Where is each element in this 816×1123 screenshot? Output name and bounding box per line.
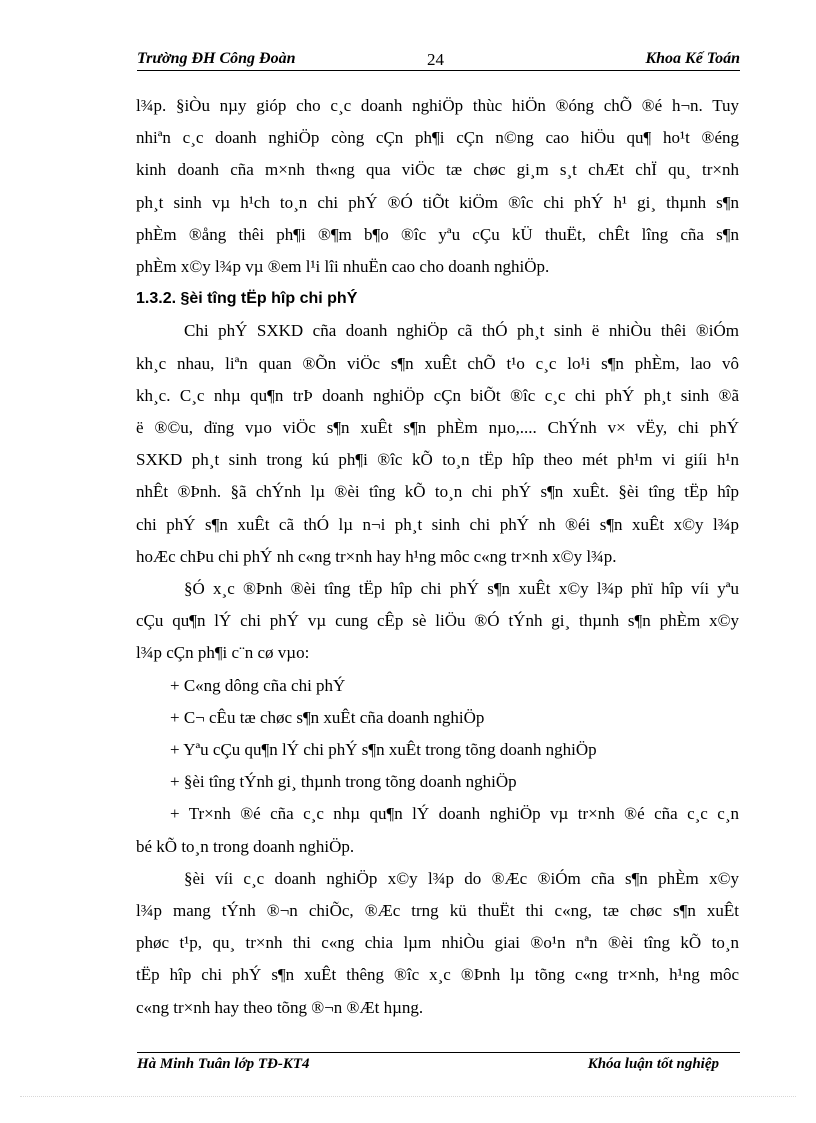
text-line: chi phÝ s¶n xuÊt cã thÓ lµ n¬i ph¸t sinh chi phÝ nh ®éi s¶n xuÊt x©y l¾p [136, 514, 739, 534]
text-line: nhÊt ®Þnh. §ã chÝnh lµ ®èi tîng kÕ to¸n chi phÝ s¶n xuÊt. §èi tîng tËp hîp [136, 482, 739, 502]
list-item: + Yªu cÇu qu¶n lÝ chi phÝ s¶n xuÊt trong tõng doanh nghiÖp [170, 740, 597, 760]
text-line: hoÆc chÞu chi phÝ nh c«ng tr×nh hay h¹ng môc c«ng tr×nh x©y l¾p. [136, 546, 617, 566]
page-header [137, 46, 740, 70]
text-line: phÈm x©y l¾p vµ ®em l¹i lîi nhuËn cao cho doanh nghiÖp. [136, 257, 550, 277]
document-body [136, 90, 739, 1024]
text-line: Chi phÝ SXKD cña doanh nghiÖp cã thÓ ph¸t sinh ë nhiÒu thêi ®iÓm [184, 321, 739, 341]
list-item: + C¬ cÊu tæ chøc s¶n xuÊt cña doanh nghiÖp [170, 707, 485, 727]
paragraph-5 [136, 798, 739, 862]
text-line: ë ®©u, dïng vµo viÖc s¶n xuÊt s¶n phÈm nµo,.... ChÝnh v× vËy, chi phÝ [136, 418, 739, 438]
text-line: tËp hîp chi phÝ s¶n xuÊt thêng ®îc x¸c ®Þnh lµ tõng c«ng tr×nh, h¹ng môc [136, 965, 739, 985]
text-line: kinh doanh cña m×nh th«ng qua viÖc tæ chøc gi¸m s¸t chÆt chÏ qu¸ tr×nh [136, 160, 739, 180]
text-line: §Ó x¸c ®Þnh ®èi tîng tËp hîp chi phÝ s¶n xuÊt x©y l¾p phï hîp víi yªu [184, 579, 739, 599]
list-item: + §èi tîng tÝnh gi¸ thµnh trong tõng doanh nghiÖp [170, 772, 517, 792]
text-line: ph¸t sinh vµ h¹ch to¸n chi phÝ ®Ó tiÕt kiÖm ®îc chi phÝ h¹ gi¸ thµnh s¶n [136, 192, 739, 212]
paragraph-6 [136, 863, 739, 1024]
header-school: Trường ĐH Công Đoàn [137, 50, 296, 67]
text-line: c«ng tr×nh hay theo tõng ®¬n ®Æt hµng. [136, 997, 424, 1017]
section-title: 1.3.2. §èi tîng tËp hîp chi phÝ [136, 290, 358, 308]
text-line: cÇu qu¶n lÝ chi phÝ vµ cung cÊp sè liÖu ®Ó tÝnh gi¸ thµnh s¶n phÈm x©y [136, 611, 739, 631]
paragraph-1 [136, 90, 739, 283]
text-line: bé kÕ to¸n trong doanh nghiÖp. [136, 836, 355, 856]
text-line: l¾p cÇn ph¶i c¨n cø vµo: [136, 643, 310, 663]
text-line: l¾p. §iÒu nµy gióp cho c¸c doanh nghiÖp thùc hiÖn ®óng chÕ ®é h¬n. Tuy [136, 96, 739, 115]
text-line: SXKD ph¸t sinh trong kú ph¶i ®îc kÕ to¸n tËp hîp theo mét ph¹m vi giíi h¹n [136, 450, 739, 470]
paragraph-2 [136, 315, 739, 573]
header-rule [137, 70, 740, 71]
footer-thesis-label: Khóa luận tốt nghiệp [587, 1056, 719, 1072]
criteria-list [136, 670, 739, 799]
section-heading [136, 283, 739, 315]
text-line: kh¸c nhau, liªn quan ®Õn viÖc s¶n xuÊt chÕ t¹o c¸c lo¹i s¶n phÈm, lao vô [136, 353, 739, 373]
header-department: Khoa Kế Toán [645, 50, 740, 67]
page-number: 24 [427, 50, 444, 69]
text-line: phÈm ®ång thêi ph¶i ®¶m b¶o ®îc yªu cÇu kÜ thuËt, chÊt lîng cña s¶n [136, 224, 739, 244]
text-line: l¾p mang tÝnh ®¬n chiÕc, ®Æc trng kü thuËt thi c«ng, tæ chøc s¶n xuÊt [136, 901, 739, 921]
footer-author: Hà Minh Tuân lớp TĐ-KT4 [137, 1056, 310, 1072]
text-line: kh¸c. C¸c nhµ qu¶n trÞ doanh nghiÖp cÇn biÕt ®îc c¸c chi phÝ ph¸t sinh ®ã [136, 385, 739, 405]
text-line: nhiªn c¸c doanh nghiÖp còng cÇn ph¶i cÇn n©ng cao hiÖu qu¶ ho¹t ®éng [136, 128, 739, 148]
footer-rule [137, 1052, 740, 1053]
list-item: + C«ng dông cña chi phÝ [170, 675, 346, 695]
page-footer [137, 1056, 719, 1078]
text-line: §èi víi c¸c doanh nghiÖp x©y l¾p do ®Æc ®iÓm cña s¶n phÈm x©y [184, 868, 739, 888]
paragraph-3 [136, 573, 739, 670]
text-line: phøc t¹p, qu¸ tr×nh thi c«ng chia lµm nhiÒu giai ®o¹n nªn ®èi tîng kÕ to¸n [136, 933, 739, 953]
page-boundary [20, 1096, 796, 1097]
text-line: + Tr×nh ®é cña c¸c nhµ qu¶n lÝ doanh nghiÖp vµ tr×nh ®é cña c¸c c¸n [170, 804, 739, 824]
